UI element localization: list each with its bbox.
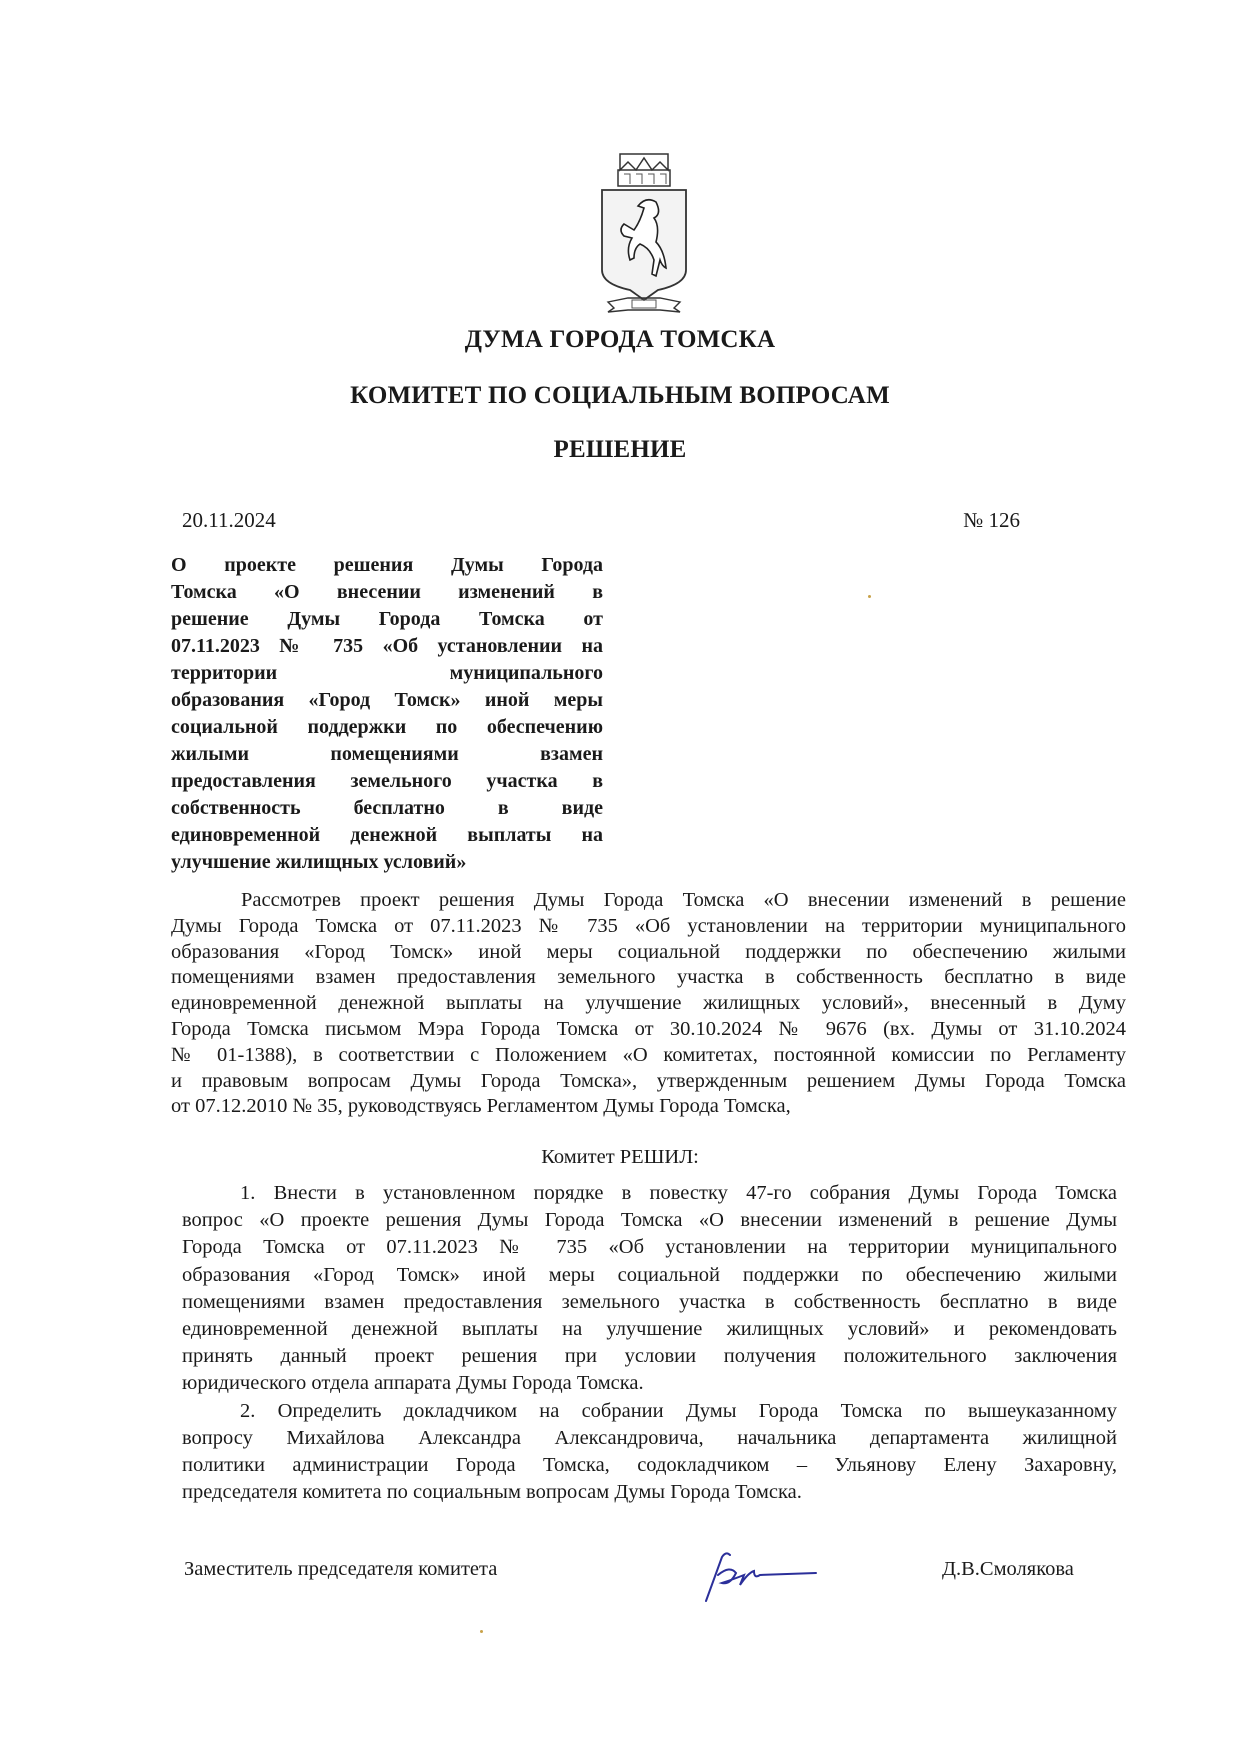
text-line: председателя комитета по социальным вопросам Думы Города Томска. — [182, 1481, 802, 1504]
text-line: социальной поддержки по обеспечению — [171, 716, 603, 738]
text-line: Города Томска письмом Мэра Города Томска от 30.10.2024 № 9676 (вх. Думы от 31.10.2024 — [171, 1017, 1126, 1040]
text-line: юридического отдела аппарата Думы Города Томска. — [182, 1372, 644, 1395]
signatory-position: Заместитель председателя комитета — [184, 1558, 498, 1580]
handwritten-signature — [700, 1545, 820, 1605]
text-line: улучшение жилищных условий» — [171, 851, 467, 873]
text-line: 2. Определить докладчиком на собрании Думы Города Томска по вышеуказанному — [240, 1399, 1117, 1422]
text-line: Города Томска от 07.11.2023 № 735 «Об установлении на территории муниципального — [182, 1236, 1117, 1259]
text-line: предоставления земельного участка в — [171, 770, 603, 792]
text-line: единовременной денежной выплаты на — [171, 824, 603, 846]
document-subject — [171, 552, 603, 876]
text-line: вопрос «О проекте решения Думы Города Томска «О внесении изменений в решение Думы — [182, 1209, 1117, 1232]
resolution-items — [182, 1180, 1117, 1506]
text-line: жилыми помещениями взамен — [171, 743, 603, 765]
coat-of-arms-icon — [598, 152, 690, 314]
document-number: № 126 — [963, 508, 1020, 532]
text-line: территории муниципального — [171, 662, 603, 684]
text-line: образования «Город Томск» иной меры — [171, 689, 603, 711]
text-line: собственность бесплатно в виде — [171, 797, 603, 819]
text-line: № 01-1388), в соответствии с Положением «О комитетах, постоянной комиссии по Регламенту — [171, 1043, 1126, 1066]
text-line: вопросу Михайлова Александра Александровича, начальника департамента жилищной — [182, 1426, 1117, 1449]
signatory-name: Д.В.Смолякова — [942, 1558, 1074, 1580]
resolved-heading: Комитет РЕШИЛ: — [541, 1146, 699, 1168]
text-line: единовременной денежной выплаты на улучшение жилищных условий» и рекомендовать — [182, 1318, 1117, 1341]
committee-title: КОМИТЕТ ПО СОЦИАЛЬНЫМ ВОПРОСАМ — [350, 382, 890, 409]
text-line: и правовым вопросам Думы Города Томска», утвержденным решением Думы Города Томска — [171, 1069, 1126, 1092]
text-line: 07.11.2023 № 735 «Об установлении на — [171, 635, 603, 657]
text-line: от 07.12.2010 № 35, руководствуясь Регламентом Думы Города Томска, — [171, 1095, 791, 1118]
scan-speck — [480, 1630, 483, 1633]
text-line: решение Думы Города Томска от — [171, 608, 603, 630]
text-line: Думы Города Томска от 07.11.2023 № 735 «Об установлении на территории муниципального — [171, 914, 1126, 937]
document-date: 20.11.2024 — [182, 508, 276, 532]
resolution-item-2 — [182, 1398, 1117, 1507]
resolution-item-1 — [182, 1180, 1117, 1398]
text-line: 1. Внести в установленном порядке в повестку 47-го собрания Думы Города Томска — [240, 1182, 1117, 1204]
text-line: единовременной денежной выплаты на улучшение жилищных условий», внесенный в Думу — [171, 992, 1126, 1015]
scan-speck — [868, 595, 871, 598]
document-type: РЕШЕНИЕ — [553, 436, 687, 463]
text-line: Томска «О внесении изменений в — [171, 581, 603, 603]
text-line: О проекте решения Думы Города — [171, 554, 603, 576]
text-line: образования «Город Томск» иной меры социальной поддержки по обеспечению жилыми — [182, 1263, 1117, 1286]
text-line: помещениями взамен предоставления земельного участка в собственность бесплатно в виде — [182, 1290, 1117, 1313]
preamble-paragraph — [171, 888, 1126, 1120]
text-line: образования «Город Томск» иной меры социальной поддержки по обеспечению жилыми — [171, 940, 1126, 963]
text-line: политики администрации Города Томска, содокладчиком – Ульянову Елену Захаровну, — [182, 1454, 1117, 1477]
text-line: Рассмотрев проект решения Думы Города Томска «О внесении изменений в решение — [241, 889, 1126, 911]
organization-title: ДУМА ГОРОДА ТОМСКА — [464, 326, 776, 353]
text-line: принять данный проект решения при условии получения положительного заключения — [182, 1345, 1117, 1368]
text-line: помещениями взамен предоставления земельного участка в собственность бесплатно в виде — [171, 966, 1126, 989]
